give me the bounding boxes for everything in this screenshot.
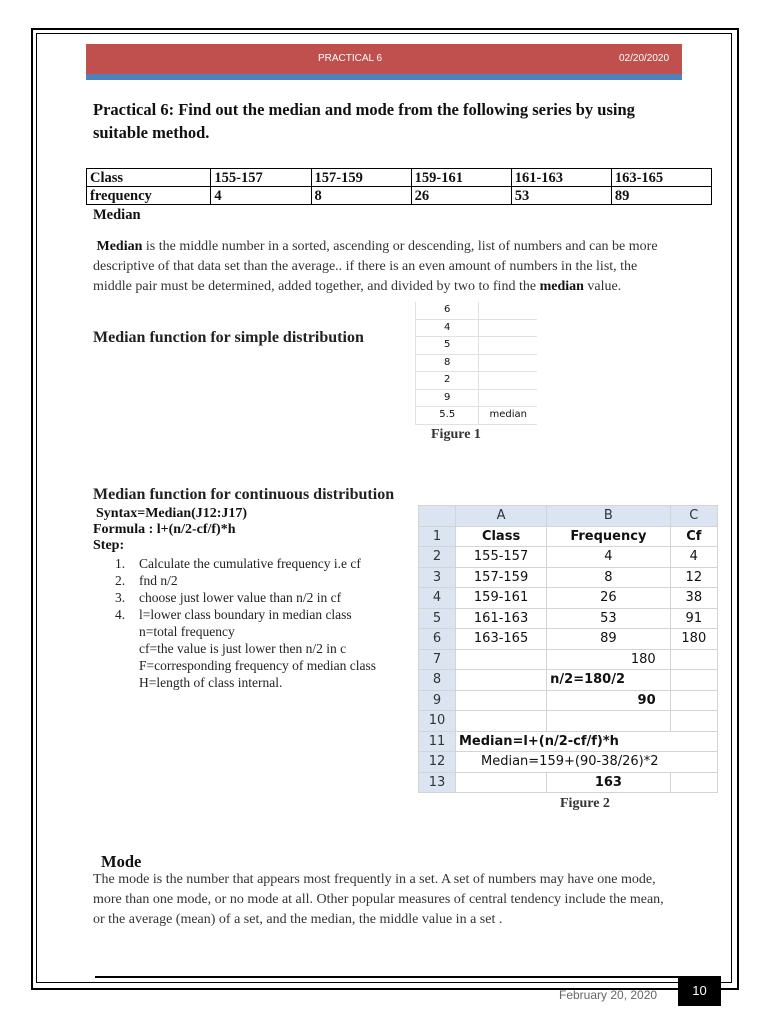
- table-cell: 155-157: [211, 169, 311, 187]
- median-calc-cell: Median=159+(90-38/26)*2: [456, 752, 718, 773]
- table-cell: 157-159: [311, 169, 411, 187]
- cell: 53: [547, 608, 671, 629]
- row-number: 12: [419, 752, 456, 773]
- table-row: [419, 588, 718, 609]
- cell: 159-161: [456, 588, 547, 609]
- median-text: is the middle number in a sorted, ascending or descending, list of numbers and can be more descriptive of that data set than the average.. if there is an even amount of numbers in the list, the middle pair must be determined, added together, and divided by two to find the: [93, 239, 658, 294]
- page-number: 10: [678, 976, 721, 1006]
- mode-paragraph: The mode is the number that appears most frequently in a set. A set of numbers may have one mode, more than one mode, or no mode at all. Other popular measures of central tendency include the mean, or the average (mean) of a set, and the median, the middle value in a set .: [93, 872, 664, 927]
- cell: 8: [547, 567, 671, 588]
- cell: 4: [670, 547, 717, 568]
- table-row: [419, 567, 718, 588]
- table-cell: 159-161: [411, 169, 511, 187]
- median-term-2: median: [539, 279, 584, 294]
- figure-2-caption: Figure 2: [560, 796, 610, 811]
- cell: 4: [415, 320, 479, 337]
- row-number: 6: [419, 629, 456, 650]
- list-continuation: cf=the value is just lower then n/2 in c: [139, 641, 347, 656]
- table-row: [87, 187, 712, 205]
- table-row: [415, 302, 537, 320]
- n2-value-cell: 90: [547, 690, 671, 711]
- table-row: [419, 711, 718, 732]
- list-text: Calculate the cumulative frequency i.e cf: [139, 556, 361, 571]
- table-row: [415, 407, 537, 425]
- list-number: 4.: [115, 607, 126, 622]
- list-item: [93, 589, 376, 606]
- corner-cell: [419, 506, 456, 527]
- column-header: A: [456, 506, 547, 527]
- table-row: [419, 670, 718, 691]
- cell: 26: [547, 588, 671, 609]
- cell: 91: [670, 608, 717, 629]
- continuous-distribution-heading: Median function for continuous distribution: [93, 486, 395, 503]
- table-row: [415, 355, 537, 373]
- syntax-line: Syntax=Median(J12:J17): [96, 506, 248, 521]
- cell: [670, 670, 717, 691]
- list-continuation: n=total frequency: [139, 624, 235, 639]
- table-row: [415, 372, 537, 390]
- table-row: [415, 337, 537, 355]
- median-term: Median: [96, 239, 143, 254]
- cell: [547, 711, 671, 732]
- cell: [479, 320, 537, 337]
- table-cell: 161-163: [511, 169, 611, 187]
- cell: 4: [547, 547, 671, 568]
- column-header: C: [670, 506, 717, 527]
- footer-date: February 20, 2020: [559, 988, 658, 1002]
- cell: 2: [415, 372, 479, 389]
- row-number: 4: [419, 588, 456, 609]
- table-cell: 4: [211, 187, 311, 205]
- n2-cell: n/2=180/2: [547, 670, 671, 691]
- table-cell: 8: [311, 187, 411, 205]
- cell: 163-165: [456, 629, 547, 650]
- cell: Class: [456, 526, 547, 547]
- step-label: Step:: [93, 538, 125, 553]
- cell: [456, 649, 547, 670]
- figure-1-caption: Figure 1: [431, 427, 481, 442]
- header-underline: [86, 74, 682, 80]
- median-formula-cell: Median=l+(n/2-cf/f)*h: [456, 731, 718, 752]
- table-cell: 163-165: [611, 169, 711, 187]
- cell: 157-159: [456, 567, 547, 588]
- total-cell: 180: [547, 649, 671, 670]
- row-number: 8: [419, 670, 456, 691]
- header-title: PRACTICAL 6: [318, 53, 383, 64]
- cell: median: [489, 409, 527, 420]
- cell: [479, 390, 537, 407]
- cell: [479, 302, 537, 319]
- steps-list: [93, 555, 376, 691]
- median-text-end: value.: [583, 279, 622, 294]
- column-header-row: [419, 506, 718, 527]
- table-row: [419, 772, 718, 793]
- cell: [670, 772, 717, 793]
- cell: [670, 690, 717, 711]
- row-number: 3: [419, 567, 456, 588]
- list-text: fnd n/2: [139, 573, 178, 588]
- cell: [479, 337, 537, 354]
- list-item: [93, 572, 376, 589]
- cell: 38: [670, 588, 717, 609]
- table-cell: Class: [87, 169, 211, 187]
- cell: 12: [670, 567, 717, 588]
- table-row: [419, 608, 718, 629]
- median-paragraph: [93, 237, 668, 297]
- list-item: [93, 606, 376, 623]
- simple-distribution-heading: Median function for simple distribution: [93, 329, 364, 346]
- list-number: 1.: [115, 556, 126, 571]
- table-cell: frequency: [87, 187, 211, 205]
- cell: [670, 649, 717, 670]
- table-row: [419, 547, 718, 568]
- header-bar: [86, 44, 682, 74]
- cell: Frequency: [547, 526, 671, 547]
- table-cell: 26: [411, 187, 511, 205]
- cell: 89: [547, 629, 671, 650]
- footer-divider: [95, 976, 679, 978]
- table-row: [415, 320, 537, 338]
- row-number: 13: [419, 772, 456, 793]
- cell: [479, 372, 537, 389]
- row-number: 11: [419, 731, 456, 752]
- cell: 155-157: [456, 547, 547, 568]
- table-cell: 53: [511, 187, 611, 205]
- header-date: 02/20/2020: [619, 53, 670, 64]
- list-item: [93, 555, 376, 572]
- row-number: 5: [419, 608, 456, 629]
- cell: [456, 772, 547, 793]
- cell: 161-163: [456, 608, 547, 629]
- table-row: [415, 390, 537, 408]
- list-continuation: F=corresponding frequency of median class: [139, 658, 377, 673]
- table-row: [87, 169, 712, 187]
- table-row: [419, 690, 718, 711]
- practical-title: Practical 6: Find out the median and mode from the following series by using suitable method.: [93, 100, 635, 142]
- result-cell: 163: [547, 772, 671, 793]
- cell: [479, 355, 537, 372]
- table-row: [419, 752, 718, 773]
- figure-2-spreadsheet: [418, 505, 718, 793]
- list-number: 2.: [115, 573, 126, 588]
- table-row: [419, 526, 718, 547]
- table-row: [419, 731, 718, 752]
- formula-line: Formula : l+(n/2-cf/f)*h: [93, 522, 236, 537]
- row-number: 10: [419, 711, 456, 732]
- row-number: 2: [419, 547, 456, 568]
- row-number: 1: [419, 526, 456, 547]
- cell: 180: [670, 629, 717, 650]
- median-heading: Median: [93, 207, 141, 223]
- cell: 5: [415, 337, 479, 354]
- table-cell: 89: [611, 187, 711, 205]
- mode-heading: Mode: [101, 852, 142, 871]
- row-number: 9: [419, 690, 456, 711]
- syntax-block: [93, 506, 247, 554]
- class-frequency-table: [86, 168, 712, 205]
- cell: 9: [415, 390, 479, 407]
- cell: 8: [415, 355, 479, 372]
- figure-1-spreadsheet: [415, 302, 537, 425]
- list-text: choose just lower value than n/2 in cf: [139, 590, 342, 605]
- column-header: B: [547, 506, 671, 527]
- row-number: 7: [419, 649, 456, 670]
- cell: Cf: [670, 526, 717, 547]
- cell: [456, 690, 547, 711]
- cell: 5.5: [415, 407, 479, 424]
- table-row: [419, 629, 718, 650]
- table-row: [419, 649, 718, 670]
- list-text: l=lower class boundary in median class: [139, 607, 352, 622]
- cell: [456, 670, 547, 691]
- cell: 6: [415, 302, 479, 319]
- cell: [456, 711, 547, 732]
- cell: [670, 711, 717, 732]
- list-number: 3.: [115, 590, 126, 605]
- list-continuation: H=length of class internal.: [139, 675, 283, 690]
